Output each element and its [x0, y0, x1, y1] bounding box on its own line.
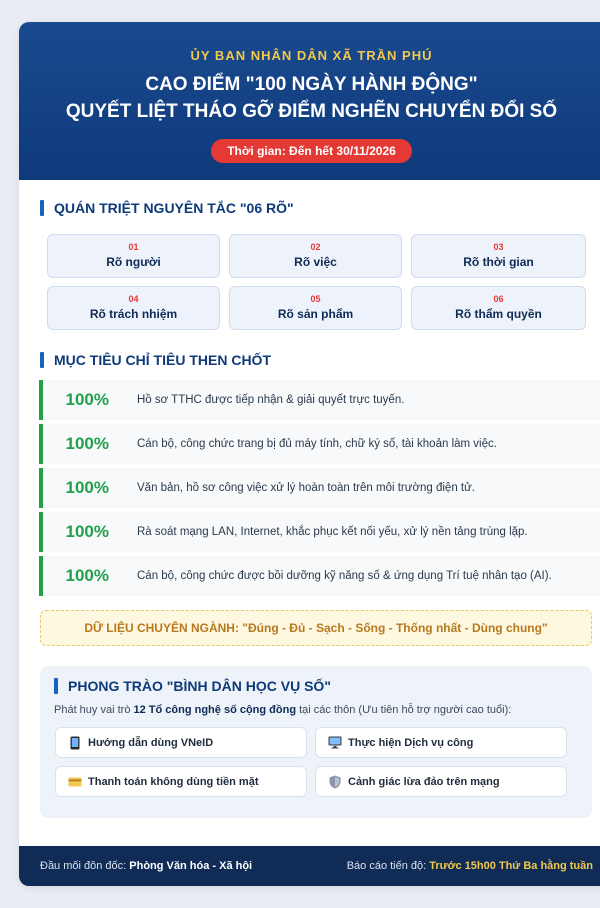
- principle-box: [229, 234, 402, 278]
- principle-label: Rõ người: [106, 255, 161, 269]
- target-row: [39, 512, 600, 552]
- principle-number: 03: [493, 242, 504, 252]
- movement-item: [315, 727, 567, 758]
- footer-report: [347, 860, 593, 872]
- principle-label: Rõ việc: [294, 255, 337, 269]
- movement-item-label: Cảnh giác lừa đảo trên mạng: [348, 775, 500, 788]
- principles-title: QUÁN TRIỆT NGUYÊN TẮC "06 RÕ": [54, 200, 294, 216]
- shield-icon: [328, 775, 342, 789]
- header-banner: [19, 22, 600, 180]
- principle-number: 04: [128, 294, 139, 304]
- movement-desc-text: tại các thôn (Ưu tiên hỗ trợ người cao tuổi):: [296, 704, 512, 716]
- principles-heading: [19, 200, 600, 216]
- movement-item-label: Hướng dẫn dùng VNeID: [88, 736, 214, 749]
- targets-heading: [19, 352, 600, 368]
- target-row: [39, 380, 600, 420]
- movement-item-label: Thực hiện Dịch vụ công: [348, 736, 474, 749]
- movement-item: [55, 766, 307, 797]
- principles-grid: [47, 234, 600, 330]
- movement-title: PHONG TRÀO "BÌNH DÂN HỌC VỤ SỐ": [68, 678, 331, 694]
- movement-item-label: Thanh toán không dùng tiền mặt: [88, 775, 259, 788]
- movement-panel: [40, 666, 592, 818]
- footer-bar: [19, 846, 600, 886]
- movement-desc-text: Phát huy vai trò: [54, 704, 134, 716]
- principle-number: 05: [310, 294, 321, 304]
- principle-label: Rõ sản phẩm: [277, 307, 354, 321]
- heading-accent-bar: [40, 352, 44, 368]
- footer-report-value: Trước 15h00 Thứ Ba hằng tuần: [429, 860, 593, 872]
- card-icon: [68, 775, 82, 789]
- heading-accent-bar: [40, 200, 44, 216]
- principle-box: [411, 286, 586, 330]
- principle-label: Rõ trách nhiệm: [89, 307, 178, 321]
- target-description: Văn bản, hồ sơ công việc xử lý hoàn toàn trên môi trường điện tử.: [137, 482, 475, 494]
- target-percent: 100%: [65, 478, 109, 497]
- movement-heading: [54, 678, 578, 694]
- phone-icon: [68, 736, 82, 750]
- heading-accent-bar: [54, 678, 58, 694]
- footer-report-label: Báo cáo tiến độ:: [346, 860, 430, 872]
- principle-box: [411, 234, 586, 278]
- movement-item: [55, 727, 307, 758]
- movement-item: [315, 766, 567, 797]
- data-slogan-box: DỮ LIỆU CHUYÊN NGÀNH: "Đúng - Đủ - Sạch - Sống - Thống nhất - Dùng chung": [40, 610, 592, 646]
- principle-box: [229, 286, 402, 330]
- target-row: [39, 468, 600, 508]
- principle-box: [47, 286, 220, 330]
- principle-number: 02: [310, 242, 321, 252]
- principle-number: 01: [128, 242, 139, 252]
- target-percent: 100%: [65, 522, 109, 541]
- principle-box: [47, 234, 220, 278]
- page-title: [19, 71, 600, 125]
- footer-contact-label: Đầu mối đôn đốc:: [40, 860, 130, 872]
- target-description: Hồ sơ TTHC được tiếp nhận & giải quyết trực tuyến.: [137, 394, 405, 406]
- target-row: [39, 424, 600, 464]
- principle-label: Rõ thẩm quyền: [455, 307, 542, 321]
- targets-list: [39, 380, 600, 596]
- movement-desc-bold: 12 Tổ công nghệ số cộng đồng: [133, 704, 297, 716]
- poster-card: [19, 22, 600, 886]
- target-description: Cán bộ, công chức được bồi dưỡng kỹ năng số & ứng dụng Trí tuệ nhân tạo (AI).: [137, 570, 552, 582]
- target-percent: 100%: [65, 566, 109, 585]
- monitor-icon: [328, 736, 342, 750]
- principle-label: Rõ thời gian: [463, 255, 534, 269]
- target-description: Rà soát mạng LAN, Internet, khắc phục kết nối yếu, xử lý nền tảng trùng lặp.: [137, 526, 528, 538]
- targets-title: MỤC TIÊU CHỈ TIÊU THEN CHỐT: [54, 352, 271, 368]
- target-description: Cán bộ, công chức trang bị đủ máy tính, chữ ký số, tài khoản làm việc.: [137, 438, 497, 450]
- title-line-1: CAO ĐIỂM "100 NGÀY HÀNH ĐỘNG": [145, 74, 478, 95]
- movement-description: [54, 704, 578, 716]
- principle-number: 06: [493, 294, 504, 304]
- footer-contact: [40, 860, 252, 872]
- target-row: [39, 556, 600, 596]
- org-name: ỦY BAN NHÂN DÂN XÃ TRẦN PHÚ: [190, 48, 433, 63]
- target-percent: 100%: [65, 434, 109, 453]
- time-badge: Thời gian: Đến hết 30/11/2026: [211, 139, 412, 163]
- footer-contact-value: Phòng Văn hóa - Xã hội: [129, 860, 253, 872]
- movement-grid: [55, 727, 578, 797]
- target-percent: 100%: [65, 390, 109, 409]
- title-line-2: QUYẾT LIỆT THÁO GỠ ĐIỂM NGHẼN CHUYỂN ĐỔI SỐ: [65, 101, 558, 122]
